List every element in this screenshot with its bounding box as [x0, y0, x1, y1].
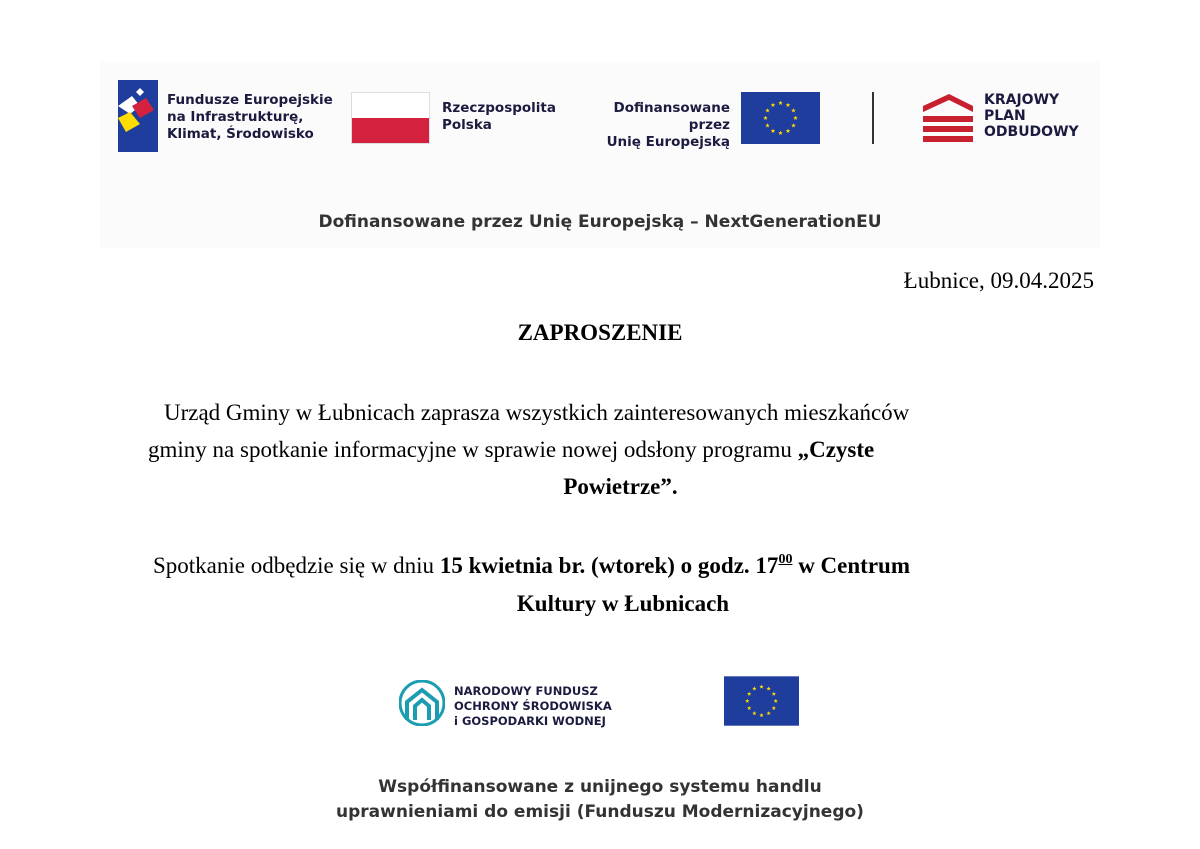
eu-flag-icon [724, 676, 799, 726]
nfos-logo [399, 680, 445, 726]
eu-cofinanced-text: Dofinansowane przez Unię Europejską [606, 100, 730, 150]
kpo-logo [923, 92, 973, 144]
document-title: ZAPROSZENIE [517, 320, 683, 345]
para1-line2: gminy na spotkanie informacyjne w sprawie nowej odsłony programu „Czyste [148, 437, 875, 462]
logo-divider [872, 92, 874, 144]
para2-line1: Spotkanie odbędzie się w dniu 15 kwietnia br. (wtorek) o godz. $17^{00}$ w Centrum [153, 552, 910, 578]
polish-flag [351, 92, 430, 144]
invitation-paragraph [148, 394, 1093, 505]
cofinancing-caption: Współfinansowane z unijnego systemu handlu uprawnieniami do emisji (Funduszu Modernizacyjnego) [336, 777, 864, 822]
kpo-text: KRAJOWY PLAN ODBUDOWY [984, 92, 1079, 140]
fe-logo-text: Fundusze Europejskie na Infrastrukturę, Klimat, Środowisko [167, 92, 333, 142]
banner-caption: Dofinansowane przez Unię Europejską – NextGenerationEU [318, 212, 882, 232]
para2-line2: Kultury w Łubnicach [516, 591, 730, 616]
para1-line3: Powietrze”. [563, 474, 678, 499]
funding-banner [100, 62, 1100, 248]
eu-flag-icon [741, 92, 820, 144]
meeting-details-paragraph [148, 541, 1098, 623]
nfos-text: NARODOWY FUNDUSZ OCHRONY ŚRODOWISKA i GOSPODARKI WODNEJ [454, 684, 612, 728]
fundusze-europejskie-logo [118, 80, 158, 152]
para1-line1: Urząd Gminy w Łubnicach zaprasza wszystkich zainteresowanych mieszkańców [164, 400, 910, 425]
rzeczpospolita-text: Rzeczpospolita Polska [442, 100, 556, 133]
document-date: Łubnice, 09.04.2025 [903, 268, 1094, 293]
